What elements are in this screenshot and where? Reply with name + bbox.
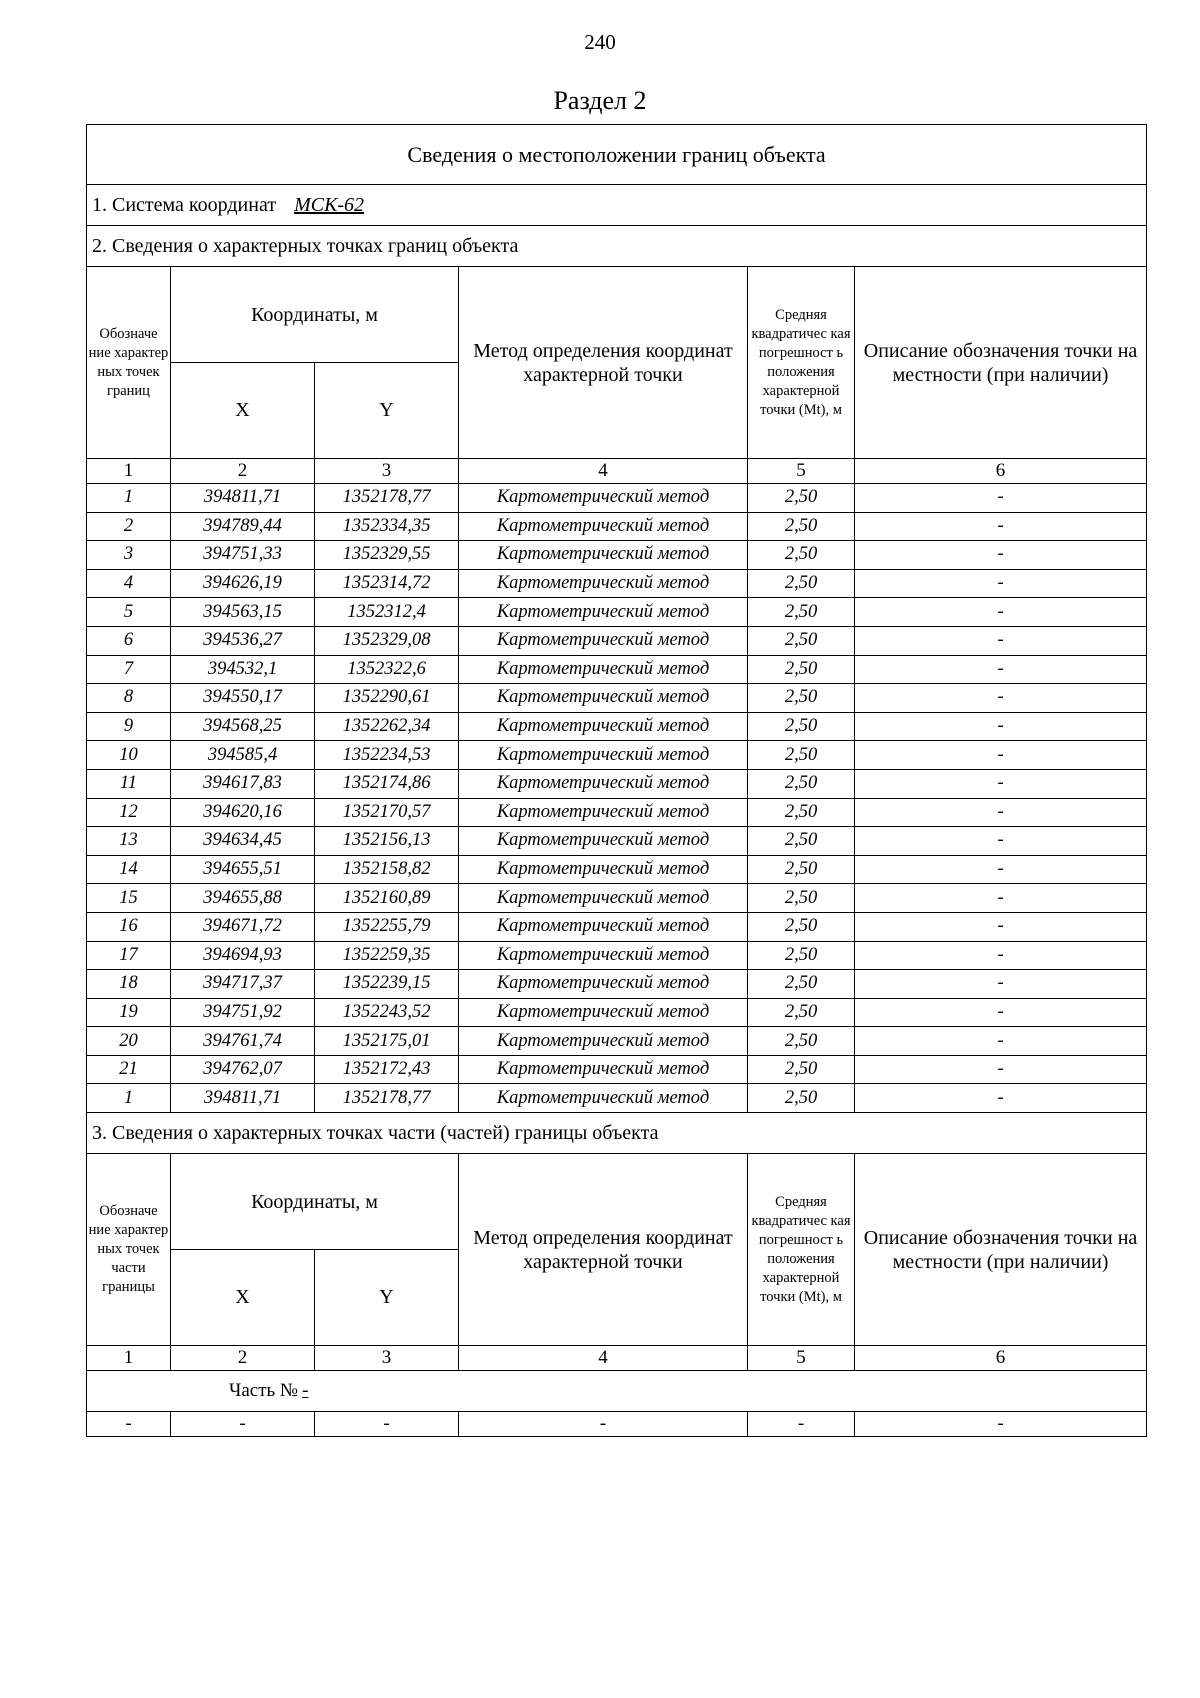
col-number: 2 [171,1346,315,1371]
point-x: 394626,19 [171,569,315,598]
col-number: 4 [459,1346,748,1371]
point-number: 3 [87,541,171,570]
header-x-2: X [171,1250,315,1346]
part-data-row [87,1412,1147,1437]
point-number: 1 [87,484,171,513]
point-description: - [855,684,1147,713]
point-x: 394585,4 [171,741,315,770]
point-method: Картометрический метод [459,912,748,941]
point-x: 394563,15 [171,598,315,627]
point-description: - [855,541,1147,570]
point-error: 2,50 [748,998,855,1027]
col-number: 3 [315,1346,459,1371]
point-y: 1352174,86 [315,769,459,798]
point-number: 20 [87,1027,171,1056]
point-description: - [855,512,1147,541]
point-method: Картометрический метод [459,541,748,570]
point-method: Картометрический метод [459,512,748,541]
point-error: 2,50 [748,798,855,827]
point-description: - [855,798,1147,827]
header-x: X [171,363,315,459]
part-cell: - [855,1412,1147,1437]
col-number: 3 [315,459,459,484]
point-y: 1352322,6 [315,655,459,684]
point-number: 7 [87,655,171,684]
point-method: Картометрический метод [459,712,748,741]
point-y: 1352255,79 [315,912,459,941]
point-method: Картометрический метод [459,655,748,684]
boundary-table [86,124,1147,1437]
coord-system-label: 1. Система координат [92,193,277,216]
point-description: - [855,769,1147,798]
point-description: - [855,998,1147,1027]
point-method: Картометрический метод [459,626,748,655]
header-error-2: Средняя квадратичес кая погрешност ь положения характерной точки (Mt), м [748,1154,855,1346]
point-x: 394671,72 [171,912,315,941]
point-x: 394717,37 [171,970,315,999]
table-caption: Сведения о местоположении границ объекта [87,125,1147,185]
point-number: 19 [87,998,171,1027]
point-error: 2,50 [748,769,855,798]
point-error: 2,50 [748,512,855,541]
point-error: 2,50 [748,684,855,713]
point-y: 1352262,34 [315,712,459,741]
point-error: 2,50 [748,655,855,684]
point-y: 1352334,35 [315,512,459,541]
point-error: 2,50 [748,541,855,570]
coord-system-value: МСК-62 [294,193,365,216]
column-numbers-row [87,459,1147,484]
col-number: 6 [855,1346,1147,1371]
point-method: Картометрический метод [459,769,748,798]
point-description: - [855,941,1147,970]
point-error: 2,50 [748,741,855,770]
point-x: 394536,27 [171,626,315,655]
point-y: 1352175,01 [315,1027,459,1056]
col-number: 5 [748,1346,855,1371]
table-row [87,1084,1147,1113]
table-row [87,1055,1147,1084]
point-number: 21 [87,1055,171,1084]
table-row [87,884,1147,913]
table-row [87,827,1147,856]
header-description-2: Описание обозначения точки на местности (при наличии) [855,1154,1147,1346]
table-row [87,569,1147,598]
table-row [87,512,1147,541]
point-description: - [855,569,1147,598]
point-number: 13 [87,827,171,856]
point-x: 394761,74 [171,1027,315,1056]
table-row [87,855,1147,884]
part-cell: - [315,1412,459,1437]
point-y: 1352329,08 [315,626,459,655]
point-method: Картометрический метод [459,684,748,713]
table-row [87,912,1147,941]
table-row [87,598,1147,627]
header-description: Описание обозначения точки на местности (при наличии) [855,267,1147,459]
point-error: 2,50 [748,484,855,513]
point-error: 2,50 [748,626,855,655]
point-method: Картометрический метод [459,484,748,513]
point-method: Картометрический метод [459,1027,748,1056]
part-cell: - [171,1412,315,1437]
table-row [87,712,1147,741]
point-error: 2,50 [748,1084,855,1113]
point-method: Картометрический метод [459,1084,748,1113]
part-label: Часть № [229,1380,299,1402]
point-x: 394655,51 [171,855,315,884]
point-method: Картометрический метод [459,598,748,627]
point-x: 394751,33 [171,541,315,570]
point-description: - [855,827,1147,856]
point-description: - [855,1027,1147,1056]
point-y: 1352156,13 [315,827,459,856]
point-description: - [855,884,1147,913]
point-error: 2,50 [748,598,855,627]
point-x: 394532,1 [171,655,315,684]
point-description: - [855,1084,1147,1113]
point-error: 2,50 [748,855,855,884]
point-error: 2,50 [748,1027,855,1056]
header-coords: Координаты, м [171,267,459,363]
table-row [87,941,1147,970]
point-number: 5 [87,598,171,627]
part-cell: - [748,1412,855,1437]
point-description: - [855,626,1147,655]
point-x: 394789,44 [171,512,315,541]
point-error: 2,50 [748,941,855,970]
point-y: 1352239,15 [315,970,459,999]
point-x: 394634,45 [171,827,315,856]
section3-title: 3. Сведения о характерных точках части (частей) границы объекта [87,1113,1147,1154]
header-point-designation: Обозначе ние характер ных точек границ [87,267,171,459]
header-coords-2: Координаты, м [171,1154,459,1250]
point-error: 2,50 [748,712,855,741]
point-error: 2,50 [748,970,855,999]
point-x: 394762,07 [171,1055,315,1084]
point-method: Картометрический метод [459,970,748,999]
point-y: 1352329,55 [315,541,459,570]
col-number: 1 [87,459,171,484]
point-y: 1352290,61 [315,684,459,713]
point-x: 394620,16 [171,798,315,827]
point-y: 1352178,77 [315,1084,459,1113]
part-cell: - [87,1412,171,1437]
point-number: 12 [87,798,171,827]
table-row [87,769,1147,798]
table-row [87,1027,1147,1056]
table-row [87,484,1147,513]
header-error: Средняя квадратичес кая погрешност ь положения характерной точки (Mt), м [748,267,855,459]
point-number: 11 [87,769,171,798]
point-description: - [855,855,1147,884]
table-row [87,741,1147,770]
point-number: 6 [87,626,171,655]
point-y: 1352172,43 [315,1055,459,1084]
header-y: Y [315,363,459,459]
table-row [87,970,1147,999]
point-error: 2,50 [748,912,855,941]
header-method-2: Метод определения координат характерной точки [459,1154,748,1346]
point-number: 18 [87,970,171,999]
table-row [87,798,1147,827]
table-row [87,998,1147,1027]
column-numbers-row-2 [87,1346,1147,1371]
point-method: Картометрический метод [459,827,748,856]
point-number: 9 [87,712,171,741]
point-method: Картометрический метод [459,884,748,913]
point-number: 2 [87,512,171,541]
part-row [87,1371,1147,1412]
point-y: 1352160,89 [315,884,459,913]
page-number: 240 [584,30,616,54]
point-x: 394811,71 [171,1084,315,1113]
point-method: Картометрический метод [459,798,748,827]
header-y-2: Y [315,1250,459,1346]
point-description: - [855,712,1147,741]
point-y: 1352243,52 [315,998,459,1027]
point-y: 1352234,53 [315,741,459,770]
point-x: 394655,88 [171,884,315,913]
point-method: Картометрический метод [459,998,748,1027]
point-number: 14 [87,855,171,884]
point-description: - [855,912,1147,941]
point-method: Картометрический метод [459,1055,748,1084]
point-method: Картометрический метод [459,569,748,598]
point-x: 394694,93 [171,941,315,970]
point-y: 1352170,57 [315,798,459,827]
point-number: 10 [87,741,171,770]
point-error: 2,50 [748,884,855,913]
point-x: 394811,71 [171,484,315,513]
col-number: 5 [748,459,855,484]
table-row [87,626,1147,655]
coord-system-row [87,185,1147,226]
point-description: - [855,1055,1147,1084]
point-y: 1352158,82 [315,855,459,884]
point-x: 394568,25 [171,712,315,741]
table-row [87,655,1147,684]
point-number: 16 [87,912,171,941]
point-y: 1352259,35 [315,941,459,970]
point-method: Картометрический метод [459,741,748,770]
point-number: 4 [87,569,171,598]
header-point-designation-part: Обозначе ние характер ных точек части границы [87,1154,171,1346]
section2-title: 2. Сведения о характерных точках границ объекта [87,226,1147,267]
point-description: - [855,970,1147,999]
point-number: 15 [87,884,171,913]
part-number: - [302,1380,309,1402]
point-description: - [855,655,1147,684]
point-y: 1352178,77 [315,484,459,513]
part-cell: - [459,1412,748,1437]
point-error: 2,50 [748,569,855,598]
section-title: Раздел 2 [553,86,647,115]
point-number: 8 [87,684,171,713]
col-number: 1 [87,1346,171,1371]
point-description: - [855,741,1147,770]
point-y: 1352312,4 [315,598,459,627]
point-method: Картометрический метод [459,941,748,970]
point-error: 2,50 [748,1055,855,1084]
col-number: 2 [171,459,315,484]
point-number: 17 [87,941,171,970]
table-row [87,684,1147,713]
col-number: 6 [855,459,1147,484]
point-description: - [855,484,1147,513]
point-y: 1352314,72 [315,569,459,598]
point-error: 2,50 [748,827,855,856]
point-method: Картометрический метод [459,855,748,884]
point-number: 1 [87,1084,171,1113]
point-x: 394550,17 [171,684,315,713]
point-description: - [855,598,1147,627]
point-x: 394751,92 [171,998,315,1027]
col-number: 4 [459,459,748,484]
table-row [87,541,1147,570]
point-x: 394617,83 [171,769,315,798]
header-method: Метод определения координат характерной точки [459,267,748,459]
